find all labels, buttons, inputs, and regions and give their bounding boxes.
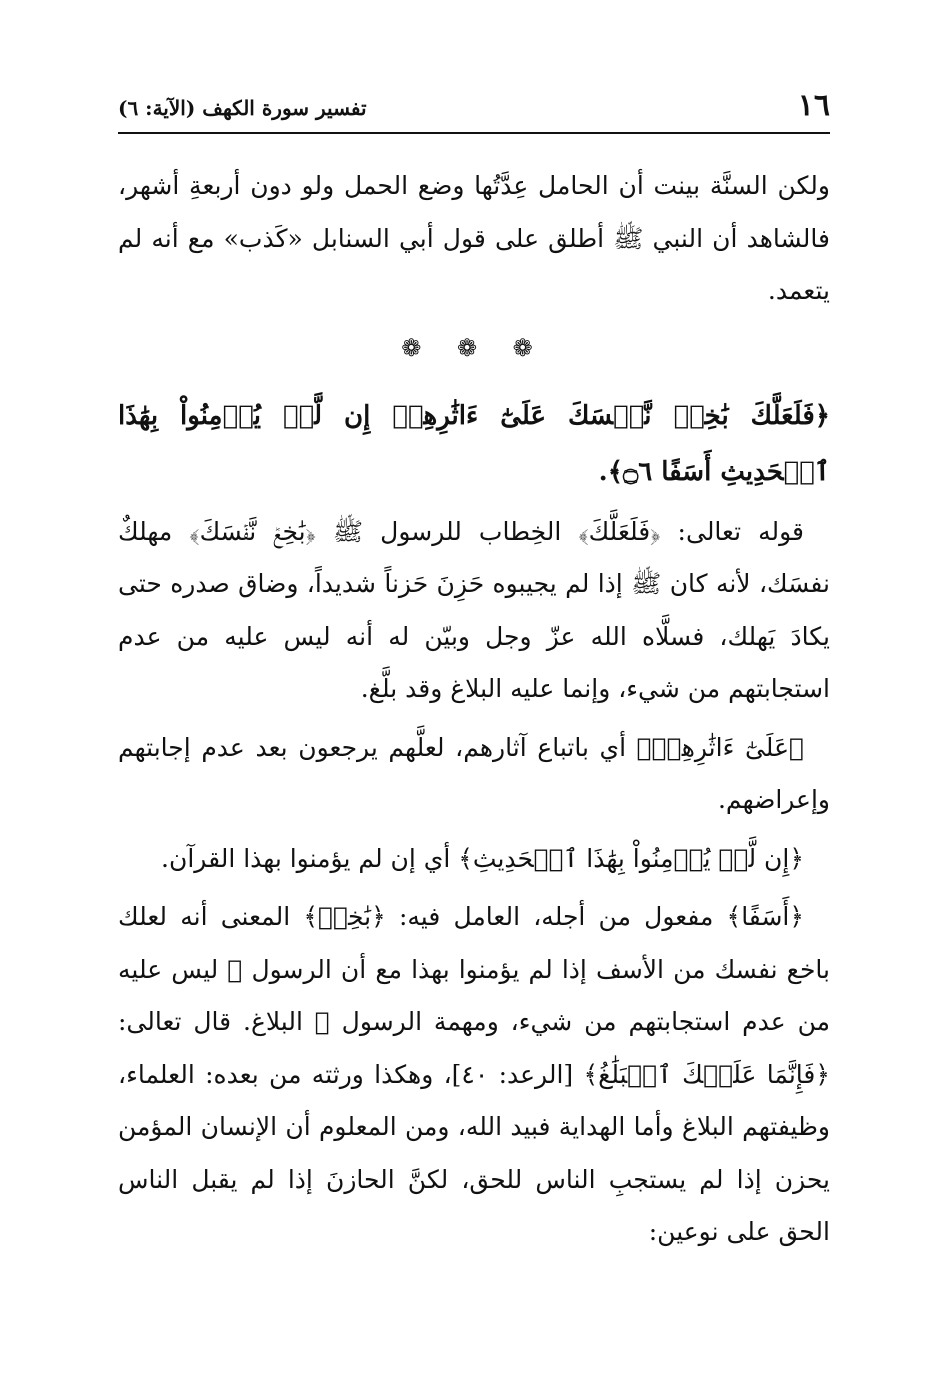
quran-verse: ﴿فَلَعَلَّكَ بَٰخِعٞ نَّفۡسَكَ عَلَىٰٓ ءَاثَٰرِهِمۡ إِن لَّمۡ يُؤۡمِنُواْ بِهَٰذَا ٱلۡحَدِيثِ أَسَفًا ۝٦﴾.: [118, 400, 830, 487]
page-number: ١٦: [797, 88, 830, 123]
paragraph-1: ولكن السنَّة بينت أن الحامل عِدَّتُها وضع الحمل ولو دون أربعةِ أشهر، فالشاهد أن النبي ﷺ أطلق على قول أبي السنابل «كَذب» مع أنه لم يتعمد.: [118, 171, 830, 305]
paragraph-2: قوله تعالى: ﴿فَلَعَلَّكَ﴾ الخِطاب للرسول ﷺ ﴿بَٰخِعٞ نَّفۡسَكَ﴾ مهلكٌ نفسَك، لأنه كان ﷺ إذا لم يجيبوه حَزِنَ حَزناً شديداً، وضاق صدره حتى يكادَ يَهلك، فسلَّاه الله عزّ وجل وبيّن له أنه ليس عليه من عدم استجابتهم من شيء، وإنما عليه البلاغ وقد بلَّغ.: [118, 516, 830, 703]
paragraph-3: ﴿عَلَىٰٓ ءَاثَٰرِهِمۡ﴾ أي باتباع آثارهم، لعلَّهم يرجعون بعد عدم إجابتهم وإعراضهم.: [118, 732, 830, 814]
page-header: [118, 88, 830, 130]
paragraph-4: ﴿إِن لَّمۡ يُؤۡمِنُواْ بِهَٰذَا ٱلۡحَدِيثِ﴾ أي إن لم يؤمنوا بهذا القرآن.: [161, 843, 804, 873]
section-separator: ❁ ❁ ❁: [401, 333, 547, 362]
header-rule: [118, 132, 830, 134]
paragraph-5: ﴿أَسَفًا﴾ مفعول من أجله، العامل فيه: ﴿بَٰخِعٞ﴾ المعنى أنه لعلك باخع نفسك من الأسف إذا لم يؤمنوا بهذا مع أن الرسول ﷺ ليس عليه من عدم استجابتهم من شيء، ومهمة الرسول ﷺ البلاغ. قال تعالى: ﴿فَإِنَّمَا عَلَيۡكَ ٱلۡبَلَٰغُ﴾ [الرعد: ٤٠]، وهكذا ورثته من بعده: العلماء، وظيفتهم البلاغ وأما الهداية فبيد الله، ومن المعلوم أن الإنسان المؤمن يحزن إذا لم يستجبِ الناس للحق، لكنَّ الحازنَ إذا لم يقبل الناس الحق على نوعين:: [118, 902, 831, 1246]
running-title: تفسير سورة الكهف (الآية: ٦): [118, 96, 367, 120]
page-body: [118, 160, 830, 1265]
